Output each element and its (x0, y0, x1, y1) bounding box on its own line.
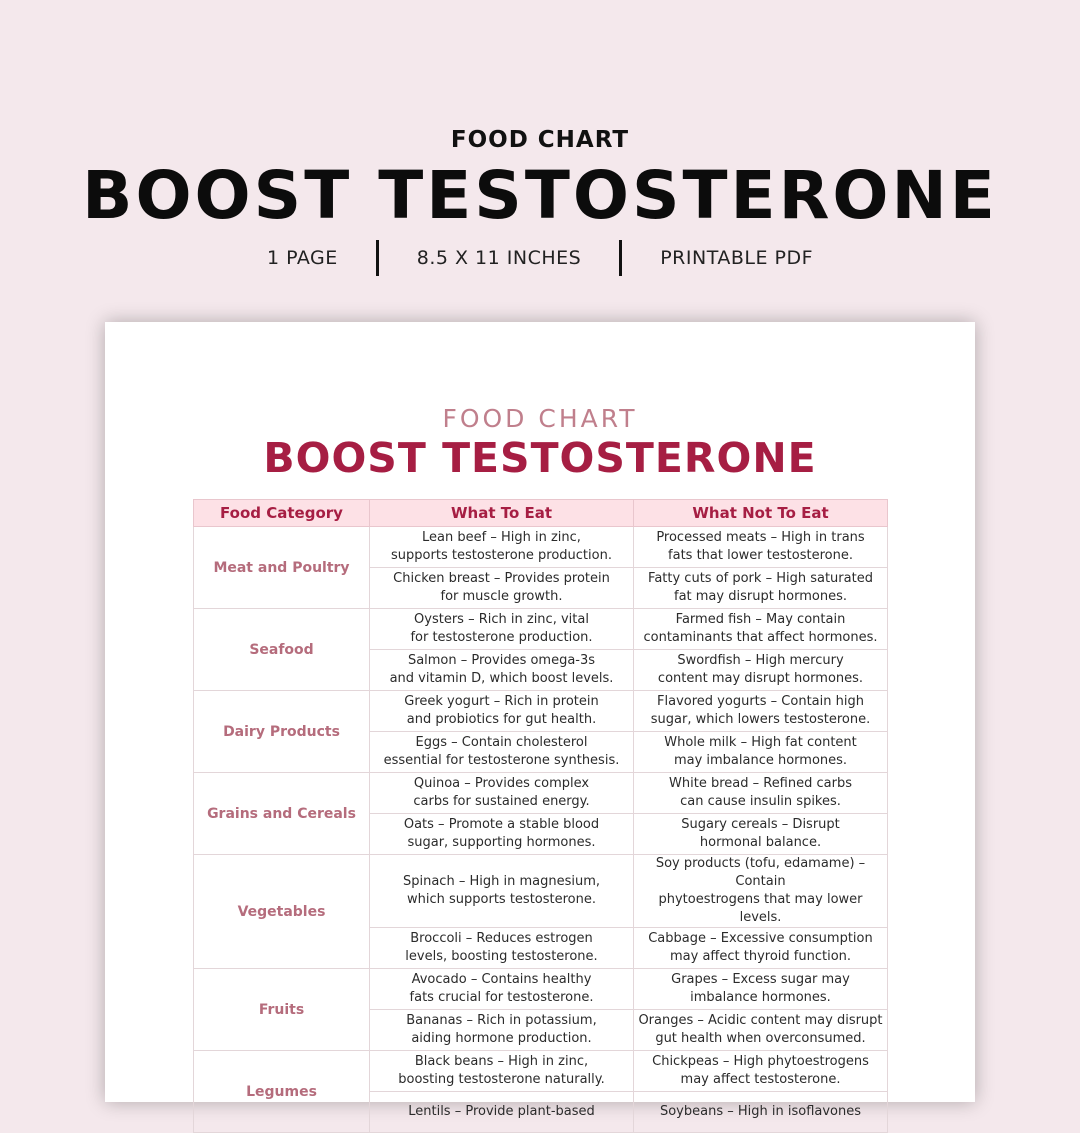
food-chart-table (193, 499, 888, 1133)
category-cell: Legumes (194, 1051, 370, 1133)
table-row (194, 609, 888, 650)
avoid-cell: Fatty cuts of pork – High saturated fat may disrupt hormones. (634, 568, 888, 609)
avoid-cell: White bread – Refined carbs can cause insulin spikes. (634, 773, 888, 814)
eat-cell: Oysters – Rich in zinc, vital for testosterone production. (370, 609, 634, 650)
avoid-cell: Whole milk – High fat content may imbalance hormones. (634, 732, 888, 773)
eat-cell: Avocado – Contains healthy fats crucial for testosterone. (370, 969, 634, 1010)
eat-cell: Quinoa – Provides complex carbs for sustained energy. (370, 773, 634, 814)
avoid-cell: Grapes – Excess sugar may imbalance hormones. (634, 969, 888, 1010)
eat-cell: Bananas – Rich in potassium, aiding hormone production. (370, 1010, 634, 1051)
category-cell: Seafood (194, 609, 370, 691)
document-title: BOOST TESTOSTERONE (263, 434, 817, 482)
table-header-row (194, 500, 888, 527)
avoid-cell: Processed meats – High in trans fats that lower testosterone. (634, 527, 888, 568)
document-preview (105, 322, 975, 1119)
category-cell: Vegetables (194, 855, 370, 969)
table-row (194, 855, 888, 928)
eat-cell: Eggs – Contain cholesterol essential for testosterone synthesis. (370, 732, 634, 773)
eat-cell: Black beans – High in zinc, boosting testosterone naturally. (370, 1051, 634, 1092)
meta-pages: 1 PAGE (266, 247, 338, 269)
product-meta (0, 240, 1080, 276)
table-row (194, 773, 888, 814)
avoid-cell: Cabbage – Excessive consumption may affect thyroid function. (634, 928, 888, 969)
eat-cell: Lentils – Provide plant-based (370, 1092, 634, 1133)
table-row (194, 1051, 888, 1092)
avoid-cell: Soy products (tofu, edamame) – Contain phytoestrogens that may lower levels. (634, 855, 888, 928)
meta-size: 8.5 X 11 INCHES (416, 247, 582, 269)
category-cell: Grains and Cereals (194, 773, 370, 855)
avoid-cell: Chickpeas – High phytoestrogens may affect testosterone. (634, 1051, 888, 1092)
table-row (194, 969, 888, 1010)
header-food-category: Food Category (194, 500, 370, 527)
avoid-cell: Swordfish – High mercury content may disrupt hormones. (634, 650, 888, 691)
category-cell: Fruits (194, 969, 370, 1051)
header-what-to-eat: What To Eat (370, 500, 634, 527)
eat-cell: Salmon – Provides omega-3s and vitamin D, which boost levels. (370, 650, 634, 691)
eat-cell: Spinach – High in magnesium, which supports testosterone. (370, 855, 634, 928)
category-cell: Meat and Poultry (194, 527, 370, 609)
banner-kicker: FOOD CHART (450, 127, 630, 153)
category-cell: Dairy Products (194, 691, 370, 773)
table-row (194, 691, 888, 732)
table-row (194, 527, 888, 568)
document-kicker: FOOD CHART (442, 404, 638, 433)
avoid-cell: Soybeans – High in isoflavones (634, 1092, 888, 1133)
avoid-cell: Sugary cereals – Disrupt hormonal balance. (634, 814, 888, 855)
eat-cell: Broccoli – Reduces estrogen levels, boosting testosterone. (370, 928, 634, 969)
meta-format: PRINTABLE PDF (660, 247, 814, 269)
eat-cell: Chicken breast – Provides protein for muscle growth. (370, 568, 634, 609)
banner-title: BOOST TESTOSTERONE (82, 157, 998, 234)
eat-cell: Lean beef – High in zinc, supports testosterone production. (370, 527, 634, 568)
header-what-not-to-eat: What Not To Eat (634, 500, 888, 527)
avoid-cell: Flavored yogurts – Contain high sugar, which lowers testosterone. (634, 691, 888, 732)
eat-cell: Greek yogurt – Rich in protein and probiotics for gut health. (370, 691, 634, 732)
avoid-cell: Oranges – Acidic content may disrupt gut health when overconsumed. (634, 1010, 888, 1051)
eat-cell: Oats – Promote a stable blood sugar, supporting hormones. (370, 814, 634, 855)
avoid-cell: Farmed fish – May contain contaminants that affect hormones. (634, 609, 888, 650)
